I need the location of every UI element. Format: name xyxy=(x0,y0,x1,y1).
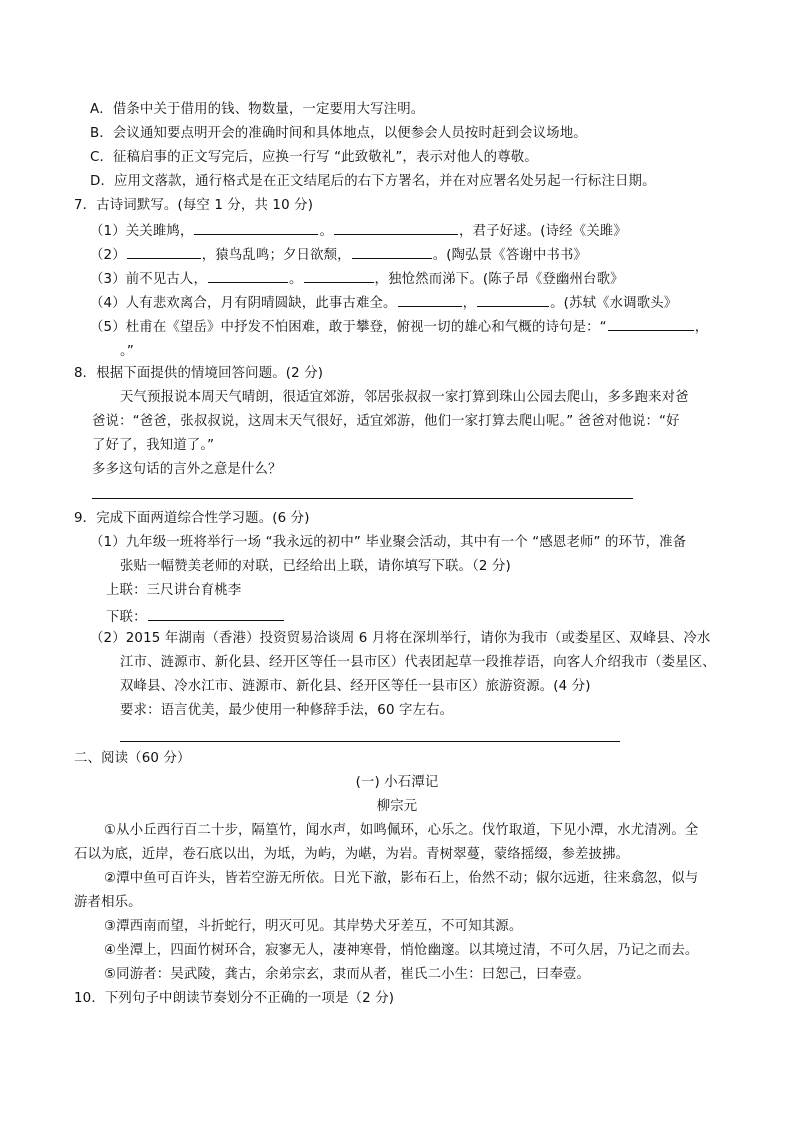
q8-title: 8．根据下面提供的情境回答问题。(2 分) xyxy=(74,366,324,381)
q9-part2-line3: 双峰县、冷水江市、涟源市、新化县、经开区等任一县市区）旅游资源。(4 分) xyxy=(120,679,591,694)
q9-part1-line1: （1）九年级一班将举行一场 “我永远的初中” 毕业聚会活动，其中有一个 “感恩老师” 的环节，准备 xyxy=(90,535,687,550)
passage-author: 柳宗元 xyxy=(376,799,418,814)
passage-paragraph-1b: 石以为底，近岸，卷石底以出，为坻，为屿，为嵁，为岩。青树翠蔓，蒙络摇缀，参差披拂。 xyxy=(74,847,630,862)
q7-blank-6[interactable] xyxy=(304,268,374,283)
passage-paragraph-4: ④坐潭上，四面竹树环合，寂寥无人，凄神寒骨，悄怆幽邃。以其境过清，不可久居，乃记之而去。 xyxy=(104,943,699,958)
q7-item-4-text-c: 。(苏轼《水调歌头》 xyxy=(550,296,678,311)
q8-paragraph-3: 了好了，我知道了。” xyxy=(92,438,215,453)
q7-item-1-text-b: 。 xyxy=(319,224,334,239)
q7-item-5-text-c: 。” xyxy=(120,344,134,359)
q6-option-d: D．应用文落款，通行格式是在正文结尾后的右下方署名，并在对应署名处另起一行标注日期。 xyxy=(90,174,656,189)
q6-option-b: B．会议通知要点明开会的准确时间和具体地点，以便参会人员按时赶到会议场地。 xyxy=(90,126,587,141)
q7-item-1 xyxy=(90,220,627,238)
q7-blank-1[interactable] xyxy=(194,220,318,235)
q7-blank-9[interactable] xyxy=(608,316,694,331)
couplet-lower-blank[interactable] xyxy=(148,606,284,621)
q8-paragraph-2: 爸说：“爸爸，张叔叔说，这周末天气很好，适宜郊游，他们一家打算去爬山呢。” 爸爸对他说：“好 xyxy=(92,414,680,429)
passage-paragraph-2b: 游者相乐。 xyxy=(74,895,142,910)
q7-blank-3[interactable] xyxy=(127,244,201,259)
q9-part2-line1: （2）2015 年湖南（香港）投资贸易洽谈周 6 月将在深圳举行，请你为我市（或娄星区、双峰县、冷水 xyxy=(90,631,711,646)
q7-item-3-text-c: ，独怆然而涕下。(陈子昂《登幽州台歌》 xyxy=(374,272,624,287)
q7-item-2-text-c: 。(陶弘景《答谢中书书》 xyxy=(432,248,588,263)
q7-blank-7[interactable] xyxy=(398,292,462,307)
q7-item-2-text-b: ，猿鸟乱鸣；夕日欲颓， xyxy=(201,248,351,263)
couplet-upper: 上联：三尺讲台育桃李 xyxy=(106,583,242,598)
passage-paragraph-2a: ②潭中鱼可百许头，皆若空游无所依。日光下澈，影布石上，佁然不动；俶尔远逝，往来翕忽，似与 xyxy=(104,871,699,886)
q6-option-c: C．征稿启事的正文写完后，应换一行写 “此致敬礼”，表示对他人的尊敬。 xyxy=(90,150,538,165)
passage-paragraph-1a: ①从小丘西行百二十步，隔篁竹，闻水声，如鸣佩环，心乐之。伐竹取道，下见小潭，水尤清冽。全 xyxy=(104,823,699,838)
q9-answer-line[interactable] xyxy=(120,741,620,742)
couplet-lower-label: 下联： xyxy=(106,610,147,625)
q7-item-3-text-a: （3）前不见古人， xyxy=(90,272,207,287)
q7-blank-8[interactable] xyxy=(477,292,549,307)
q7-item-2 xyxy=(90,244,587,262)
q7-blank-5[interactable] xyxy=(208,268,288,283)
q7-blank-4[interactable] xyxy=(352,244,432,259)
q7-item-1-text-c: ，君子好逑。(诗经《关雎》 xyxy=(459,224,627,239)
q7-item-5-text-b: ， xyxy=(694,320,709,335)
q7-item-5-end xyxy=(120,340,134,358)
q8-paragraph-1: 天气预报说本周天气晴朗，很适宜郊游，邻居张叔叔一家打算到珠山公园去爬山，多多跑来对爸 xyxy=(120,390,689,405)
q7-item-3-text-b: 。 xyxy=(289,272,303,287)
q7-item-3 xyxy=(90,268,624,286)
q8-answer-line[interactable] xyxy=(92,498,633,499)
q6-option-a: A．借条中关于借用的钱、物数量，一定要用大写注明。 xyxy=(90,102,425,117)
couplet-lower xyxy=(106,606,285,624)
q8-question: 多多这句话的言外之意是什么？ xyxy=(92,462,282,477)
passage-paragraph-3: ③潭西南而望，斗折蛇行，明灭可见。其岸势犬牙差互，不可知其源。 xyxy=(104,919,523,934)
q7-item-4-text-b: ， xyxy=(462,296,477,311)
q7-title: 7．古诗词默写。(每空 1 分，共 10 分) xyxy=(74,198,314,213)
q7-item-4 xyxy=(90,292,677,310)
q9-part1-line2: 张贴一幅赞美老师的对联，已经给出上联，请你填写下联。（2 分) xyxy=(120,559,511,574)
passage-title: (一) 小石潭记 xyxy=(355,775,439,790)
q7-item-2-text-a: （2） xyxy=(90,248,126,263)
q7-item-1-text-a: （1）关关雎鸠， xyxy=(90,224,194,239)
passage-paragraph-5: ⑤同游者：吴武陵，龚古，余弟宗玄，隶而从者，崔氏二小生：曰恕己，曰奉壹。 xyxy=(104,967,591,982)
q9-requirement: 要求：语言优美，最少使用一种修辞手法，60 字左右。 xyxy=(120,703,454,718)
q7-blank-2[interactable] xyxy=(334,220,458,235)
q7-item-4-text-a: （4）人有悲欢离合，月有阴晴圆缺，此事古难全。 xyxy=(90,296,397,311)
q7-item-5 xyxy=(90,316,708,334)
q10-title: 10．下列句子中朗读节奏划分不正确的一项是（2 分) xyxy=(74,991,395,1006)
q7-item-5-text-a: （5）杜甫在《望岳》中抒发不怕困难，敢于攀登，俯视一切的雄心和气概的诗句是：“ xyxy=(90,320,607,335)
q9-title: 9．完成下面两道综合性学习题。(6 分) xyxy=(74,511,310,526)
section-heading: 二、阅读（60 分） xyxy=(74,751,191,766)
q9-part2-line2: 江市、涟源市、新化县、经开区等任一县市区）代表团起草一段推荐语，向客人介绍我市（娄星区、 xyxy=(120,655,716,670)
